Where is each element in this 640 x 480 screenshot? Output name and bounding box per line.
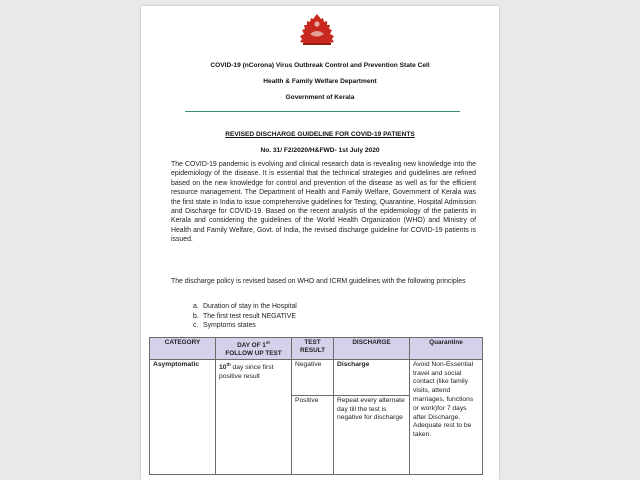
policy-paragraph: The discharge policy is revised based on WHO and ICRM guidelines with the following principles — [171, 278, 466, 285]
table-header-row — [150, 338, 483, 360]
list-item-text: Symptoms states — [203, 322, 256, 330]
list-item — [193, 321, 297, 331]
header-divider — [185, 111, 460, 112]
document-title-text: REVISED DISCHARGE GUIDELINE FOR COVID-19 PATIENTS — [225, 131, 415, 138]
quarantine-cell: Avoid Non-Essential travel and social contact (like family visits, attend marriages, functions or work)for 7 days after Discharge. Adequate rest to be taken. — [410, 359, 483, 474]
header-discharge: DISCHARGE — [334, 338, 410, 360]
order-number: No. 31/ F2/2020/H&FWD- 1st July 2020 — [260, 147, 380, 154]
header-test-result: TEST RESULT — [292, 338, 334, 360]
list-item-text: Duration of stay in the Hospital — [203, 303, 297, 310]
table-row — [150, 359, 483, 395]
header-category: CATEGORY — [150, 338, 216, 360]
document-title — [141, 131, 499, 138]
header-line-cell: COVID-19 (nCorona) Virus Outbreak Control and Prevention State Cell — [210, 62, 430, 69]
list-item — [193, 312, 297, 322]
positive-discharge-cell: Repeat every alternate day till the test is negative for discharge — [334, 395, 410, 474]
list-item — [193, 302, 297, 312]
discharge-table — [149, 337, 483, 475]
list-marker: a. — [193, 303, 199, 310]
header-follow-up-day: DAY OF 1st FOLLOW UP TEST — [216, 338, 292, 360]
list-marker: b. — [193, 312, 199, 320]
header-line-department: Health & Family Welfare Department — [263, 78, 377, 85]
list-marker: c. — [193, 322, 199, 330]
list-item-text: The first test result NEGATIVE — [203, 312, 296, 320]
intro-paragraph: The COVID-19 pandemic is evolving and clinical research data is revealing new knowledge into the epidemiology of the disease. It is essential that the technical strategies and guidelines are refined based on the new knowledge for control and prevention of the disease as well as for the efficient resource management. The Department of Health and Family Welfare, Government of Kerala was the first state in India to issue comprehensive guidelines for Testing, Quarantine, Hospital Admission and Discharge for COVID-19. Based on the recent analysis of the epidemiology of the patients in Kerala and considering the guidelines of the World Health Organization (WHO) and Ministry of Health and Family Welfare, Govt. of India, the revised discharge guideline for COVID-19 patients is issued. — [171, 161, 476, 244]
negative-result-cell: Negative — [292, 359, 334, 395]
header-line-government: Government of Kerala — [285, 94, 355, 101]
category-cell: Asymptomatic — [150, 359, 216, 474]
header-quarantine: Quarantine — [410, 338, 483, 360]
positive-result-cell: Positive — [292, 395, 334, 474]
kerala-emblem-icon — [293, 12, 341, 46]
follow-up-day-cell: 10th day since first positive result — [216, 359, 292, 474]
document-page — [141, 6, 499, 480]
negative-discharge-cell: Discharge — [334, 359, 410, 395]
principles-list — [193, 302, 297, 331]
